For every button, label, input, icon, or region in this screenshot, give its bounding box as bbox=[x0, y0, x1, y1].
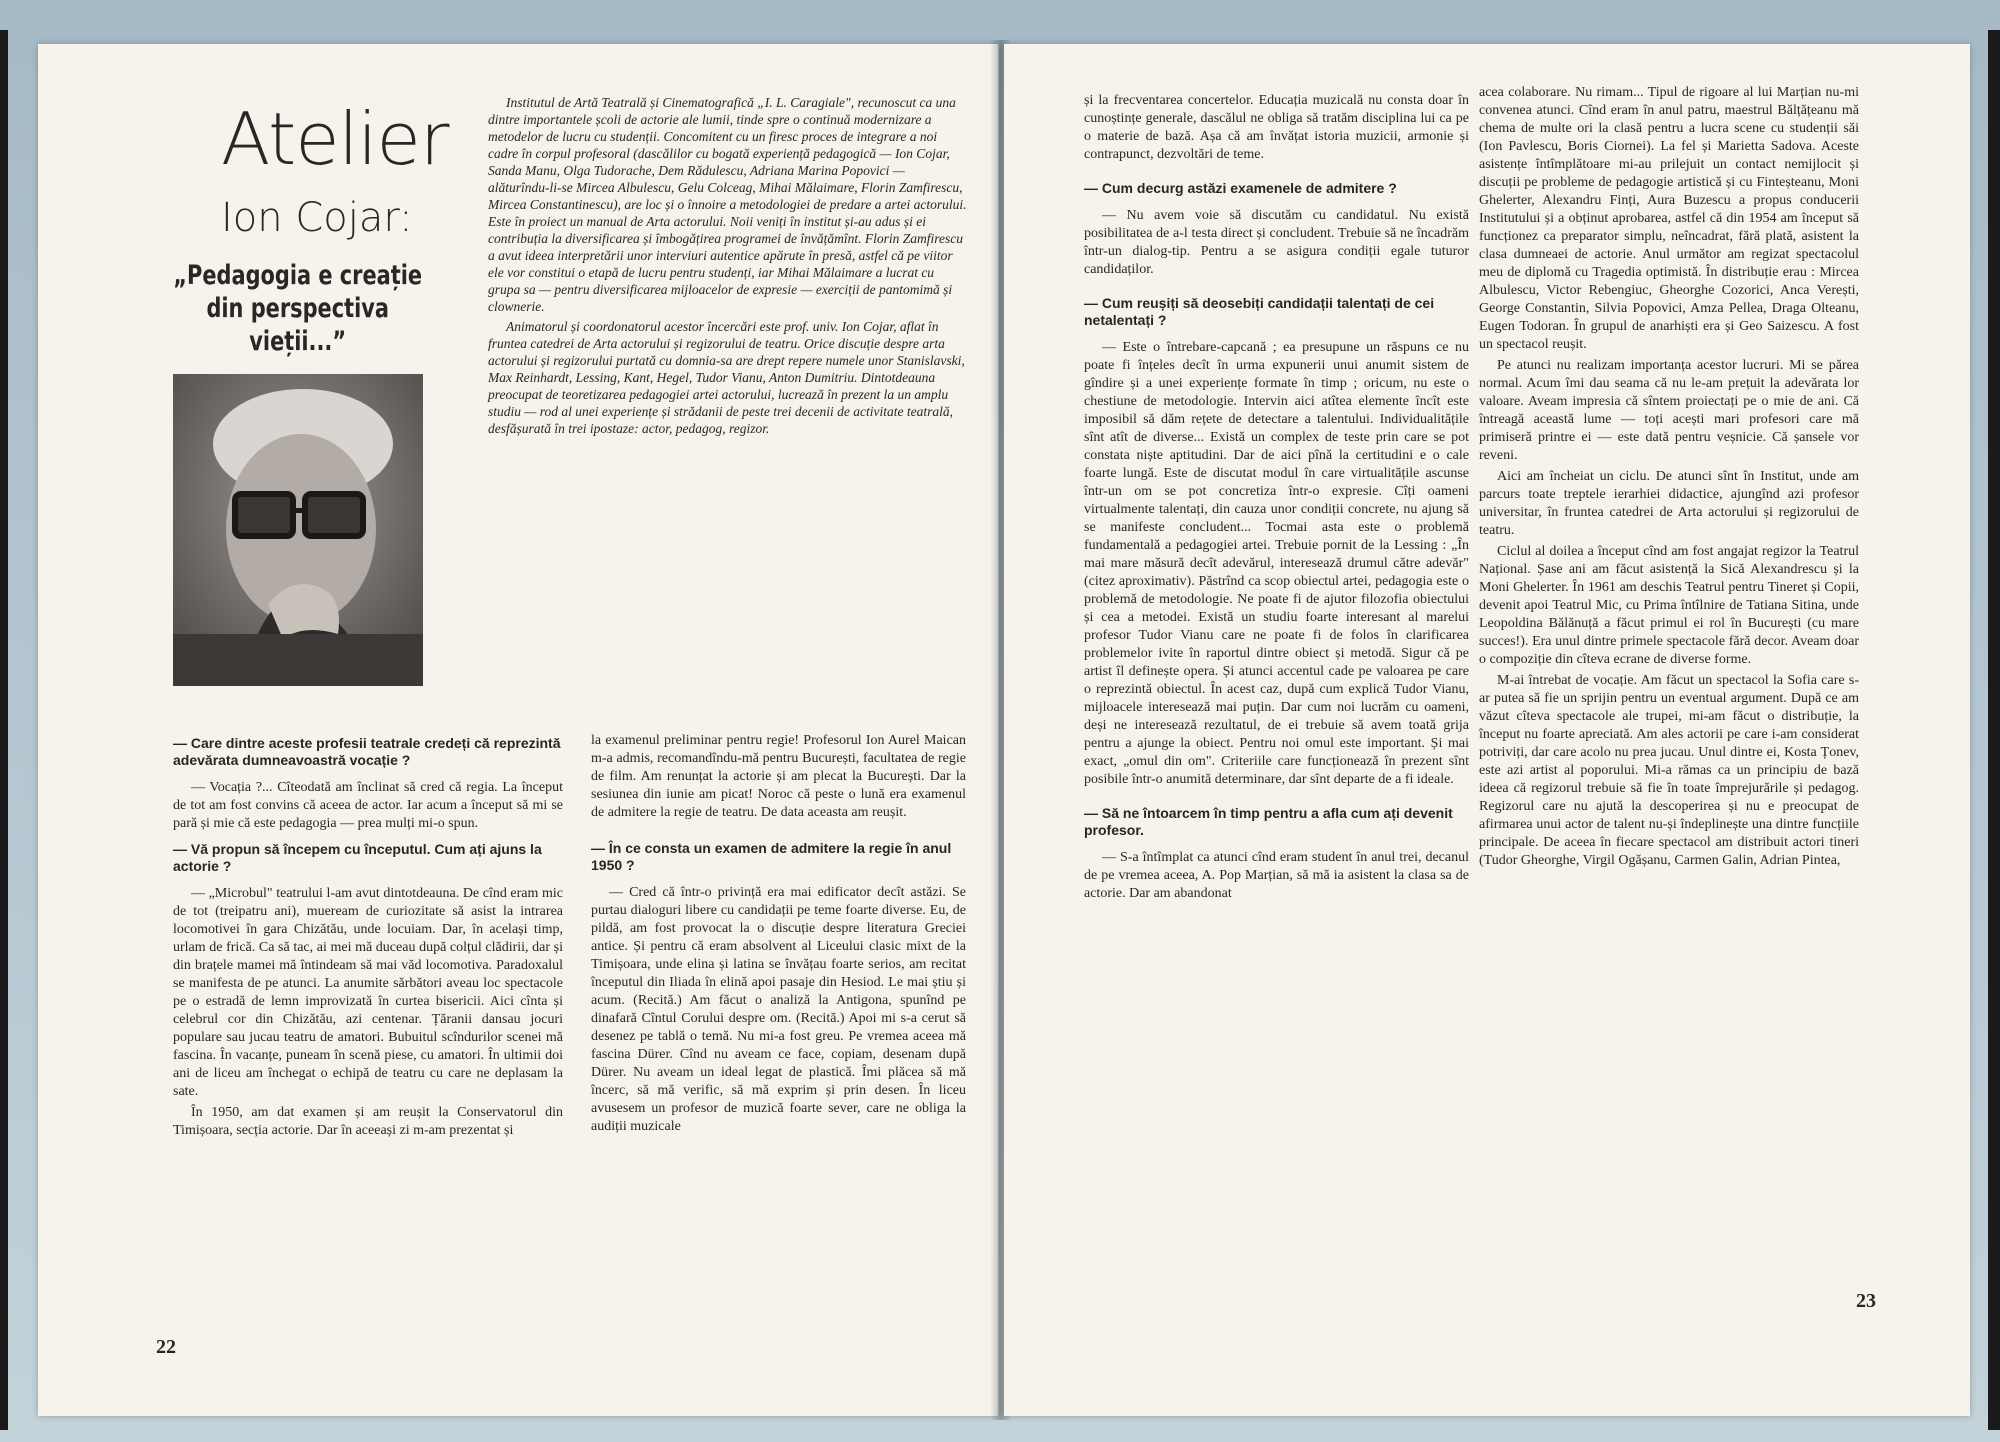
question: — Care dintre aceste profesii teatrale credeți că reprezintă adevărata dumneavoastră vocație ? bbox=[173, 735, 561, 768]
intro-paragraph: Animatorul și coordonatorul acestor încercări este prof. univ. Ion Cojar, aflat în fruntea catedrei de Arta actorului și regizorului de teatru. Orice discuție despre arta actorului și regizorului purtată cu domnia-sa are drept repere numele unor Stanislavski, Max Reinhardt, Lessing, Kant, Hegel, Tudor Vianu, Anton Dumitriu. Dintotdeauna preocupat de teoretizarea pedagogiei artei actorului, lucrează în prezent la un amplu studiu — rod al unei experiențe și strădanii de peste trei decenii de activitate teatrală, desfășurată în trei ipostaze: actor, pedagog, regizor. bbox=[488, 319, 965, 436]
answer-paragraph: — Vocația ?... Cîteodată am înclinat să cred că regia. La început de tot am fost convins că aceea de actor. Iar acum a început să mi se pară și mie că este pedagogia — prea mulți mi-o spun. bbox=[173, 780, 563, 831]
question: — În ce consta un examen de admitere la regie în anul 1950 ? bbox=[591, 840, 952, 873]
question: — Cum decurg astăzi examenele de admitere ? bbox=[1084, 180, 1397, 196]
answer-paragraph: acea colaborare. Nu rimam... Tipul de rigoare al lui Marțian nu-mi convenea atunci. Cînd eram în anul patru, maestrul Bălțățeanu mă chema de multe ori la clasă pentru a lucra scene cu studenții săi (Ion Pavlescu, Boris Ciornei). La fel și Marietta Sadova. Aceste asistențe întîmplătoare mi-au prilejuit un contact nemijlocit și discuții pe probleme de pedagogie artistică și cu Finteșteanu, Moni Ghelerter, Alexandru Finți, Aura Buzescu a propus conducerii Institutului și a obținut aprobarea, astfel că din 1954 am început să funcționez ca preparator simplu, neîncadrat, fără plată, asistent la clasa dumneaei de actorie. Anul următor am regizat spectacolul meu de diplomă cu Tragedia optimistă. În distribuție erau : Mircea Albulescu, Victor Rebengiuc, Gheorghe Cozorici, Anca Verești, George Constantin, Silvia Popovici, Amza Pellea, Draga Olteanu, Eugen Todoran. În grupul de anarhiști era și Geo Saizescu. A fost un spectacol reușit. bbox=[1479, 85, 1859, 352]
right-page bbox=[1004, 44, 1970, 1416]
right-column-2 bbox=[1479, 84, 1859, 873]
answer-paragraph: — S-a întîmplat ca atunci cînd eram student în anul trei, decanul de pe vremea aceea, A. Pop Marțian, să mă ia asistent la clasa sa de actorie. Dar am abandonat bbox=[1084, 850, 1469, 901]
answer-paragraph: În 1950, am dat examen și am reușit la Conservatorul din Timișoara, secția actorie. Dar în aceeași zi m-am prezentat și bbox=[173, 1105, 563, 1138]
interviewee-name: Ion Cojar: bbox=[221, 195, 413, 241]
page-number-right: 23 bbox=[1856, 1290, 1876, 1312]
question: — Să ne întoarcem în timp pentru a afla cum ați devenit profesor. bbox=[1084, 805, 1453, 838]
answer-paragraph: Ciclul al doilea a început cînd am fost angajat regizor la Teatrul Național. Șase ani am făcut asistență la Sică Alexandrescu și la Moni Ghelerter. În 1961 am deschis Teatrul pentru Tineret și Copii, devenit apoi Teatrul Mic, cu Prima întîlnire de Tatiana Sitina, unde Leopoldina Bălănuță a făcut primul ei rol în București (cu mare succes!). Era unul dintre primele spectacole fără decor. Aveam doar o compoziție din cîteva ecrane de diverse forme. bbox=[1479, 544, 1859, 667]
left-column-2 bbox=[591, 732, 966, 1139]
answer-paragraph: — Cred că într-o privință era mai edificator decît astăzi. Se purtau dialoguri libere cu candidații pe teme foarte diverse. Eu, de pildă, am fost provocat la o discuție despre literatura Greciei antice. Și pentru că eram absolvent al Liceului clasic mixt de la Timișoara, unde elina și latina se învățau foarte serios, am recitat începutul din Iliada în elină apoi pasaje din Hesiod. Le mai știu și acum. (Recită.) Am făcut o analiză la Antigona, spunînd pe dinafară Cîntul Corului despre om. (Recită.) Apoi mi s-a cerut să desenez pe tablă o temă. Nu mi-a fost greu. Pe vremea aceea mă fascina Dürer. Cînd nu aveam ce face, copiam, desenam după Dürer. Nu aveam un ideal legat de plastică. Îmi plăcea să mă încerc, să mă verific, să mă exprim și prin desen. În liceu avusesem un profesor de muzică foarte sever, care ne obliga la audiții muzicale bbox=[591, 885, 966, 1134]
question: — Vă propun să începem cu începutul. Cum ați ajuns la actorie ? bbox=[173, 841, 542, 874]
article-intro bbox=[488, 94, 968, 440]
left-column-1 bbox=[173, 727, 563, 1143]
portrait-image bbox=[173, 374, 423, 686]
answer-paragraph: și la frecventarea concertelor. Educația muzicală nu consta doar în cunoștințe generale, dascălul ne obliga să tratăm disciplina lui ca pe o materie de bază. Așa că am învățat istoria muzicii, armonie și contrapunct, dezvoltări de teme. bbox=[1084, 93, 1469, 162]
scan-edge-left bbox=[0, 30, 8, 1430]
article-headline: „Pedagogia e creație din perspectiva vieții...” bbox=[173, 260, 423, 357]
answer-paragraph: Aici am încheiat un ciclu. De atunci sînt în Institut, unde am parcurs toate treptele ierarhiei didactice, ajungînd azi profesor universitar, în fruntea catedrei de Arta actorului și regizorului de teatru. bbox=[1479, 469, 1859, 538]
question: — Cum reușiți să deosebiți candidații talentați de cei netalentați ? bbox=[1084, 295, 1435, 328]
page-number-left: 22 bbox=[156, 1336, 176, 1358]
answer-paragraph: M-ai întrebat de vocație. Am făcut un spectacol la Sofia care s-ar putea să fie un sprijin pentru un eventual argument. După ce am văzut cîteva spectacole ale trupei, mi-am făcut o distribuție, la început nu foarte apreciată. Am ales actorii pe care i-am considerat potriviți, dar care acolo nu prea jucau. Unul dintre ei, Kosta Țonev, este azi artist al poporului. Mi-a rămas ca un principiu de bază ideea că regizorul trebuie să fie în toate împrejurările și pedagog. Regizorul care nu ajută la descoperirea și nu e preocupat de afirmarea unui actor de talent nu-și îndeplinește una dintre funcțiile principale. De aceea în fiecare spectacol am distribuit actori tineri (Tudor Gheorghe, Virgil Ogășanu, Carmen Galin, Adrian Pintea, bbox=[1479, 673, 1859, 868]
answer-paragraph: — Nu avem voie să discutăm cu candidatul. Nu există posibilitatea de a-l testa direct și concludent. Trebuie să ne încadrăm într-un dialog-tip. Pentru a se asigura condiții egale tuturor candidaților. bbox=[1084, 208, 1469, 277]
answer-paragraph: la examenul preliminar pentru regie! Profesorul Ion Aurel Maican m-a admis, recomandîndu-mă pentru București, facultatea de regie de film. Am renunțat la actorie și am plecat la București. Dar la sesiunea din iunie am picat! Noroc că peste o lună era examenul de admitere la regie de teatru. De data aceasta am reușit. bbox=[591, 733, 966, 820]
left-page bbox=[38, 44, 999, 1416]
answer-paragraph: — „Microbul" teatrului l-am avut dintotdeauna. De cînd eram mic de tot (treipatru ani), mueream de curiozitate să asist la intrarea locomotivei în gara Chizătău, unde locuiam. Dar, în același timp, urlam de frică. Ca să tac, ai mei mă duceau după colțul clădirii, dar și din brațele mamei mă întindeam să mai văd locomotiva. Paradoxalul se manifesta de pe atunci. La anumite sărbători aveau loc spectacole pe o estradă de lemn improvizată în curtea bisericii. Aici cînta și celebrul cor din Chizătău, azi centenar. Țăranii dansau jocuri populare sau jucau teatru de amatori. Bubuitul scîndurilor scenei mă fascina. În vacanțe, puneam în scenă piese, cu amatori. În ultimii doi ani de liceu am închegat o echipă de teatru cu care ne deplasam la sate. bbox=[173, 886, 563, 1099]
right-column-1 bbox=[1084, 92, 1469, 906]
portrait-photo bbox=[173, 374, 423, 686]
intro-paragraph: Institutul de Artă Teatrală și Cinematografică „I. L. Caragiale", recunoscut ca una dintre importantele școli de actorie ale lumii, tinde spre o continuă modernizare a metodelor de lucru cu studenții. Concomitent cu un firesc proces de integrare a noi cadre în corpul profesoral (dascălilor cu bogată experiență pedagogică — Ion Cojar, Sanda Manu, Olga Tudorache, Dem Rădulescu, Adriana Marina Popovici — alăturîndu-li-se Mircea Albulescu, Gelu Colceag, Mihai Mălaimare, Florin Zamfirescu, Mircea Constantinescu), are loc și o înnoire a metodologiei de predare a artei actorului. Este în proiect un manual de Arta actorului. Noii veniți în institut și-au adus și ei contribuția la diversificarea și îmbogățirea programei de învățămînt. Florin Zamfirescu a avut ideea interpretării unor interviuri autentice apărute în presă, astfel că pe viitor ele vor constitui o etapă de lucru pentru studenți, iar Mihai Mălaimare a lucrat cu grupa sa — pentru diversificarea mijloacelor de expresie — exerciții de pantomimă și clownerie. bbox=[488, 95, 967, 314]
answer-paragraph: Pe atunci nu realizam importanța acestor lucruri. Mi se părea normal. Acum îmi dau seama că nu le-am prețuit la adevărata lor valoare. Aveam impresia că sîntem proiectați pe o mie de ani. Că întreagă această lume — toți acești mari profesori care mă primiseră printre ei — este dată pentru veșnicie. Că șansele vor reveni. bbox=[1479, 358, 1859, 463]
scan-edge-right bbox=[1988, 30, 2000, 1430]
answer-paragraph: — Este o întrebare-capcană ; ea presupune un răspuns ce nu poate fi înțeles decît în urma expunerii unui anumit sistem de gîndire și a unei experiențe formate în timp ; oricum, nu este o chestiune de metodologie. Intervin aici atîtea elemente încît este imposibil să dăm rețete de detectare a talentului. Individualitățile sînt atît de diverse... Există un complex de teste prin care se pot constata niște aptitudini. Dar de aici pînă la certitudini e o cale foarte lungă. Este de discutat modul în care virtualitățile ascunse într-un om se pot concretiza într-o expresie. Cîți oameni virtualmente talentați, din cauza unor condiții concrete, nu ajung să se manifeste concludent... Tocmai asta este o problemă fundamentală a pedagogiei artei. Trebuie pornit de la Lessing : „În mai mare măsură decît adevărul, interesează drumul către adevăr" (citez aproximativ). Păstrînd ca scop obiectul artei, pedagogia este o problemă de metodologie. Ne poate fi de ajutor filozofia obiectului și cea a metodei. Există un studiu foarte interesant al marelui profesor Tudor Vianu care ne poate fi de folos în clarificarea problemelor ivite în raportul dintre obiect și metodă. Sigur că pe artist îl definește opera. Și atunci accentul cade pe valoarea pe care o reprezintă obiectul. În acest caz, după cum explică Tudor Vianu, mijloacele interesează mai puțin. Dar cum noi lucrăm cu oameni, deși ne interesează rezultatul, de ei trebuie să avem toată grija pentru a ajunge la obiect. Pentru noi omul este important. Și mai exact, „omul din om". Criteriile care funcționează în prezent sînt posibile într-o anumită determinare, dar sînt departe de a fi ideale. bbox=[1084, 340, 1469, 787]
section-title: Atelier bbox=[221, 97, 449, 181]
